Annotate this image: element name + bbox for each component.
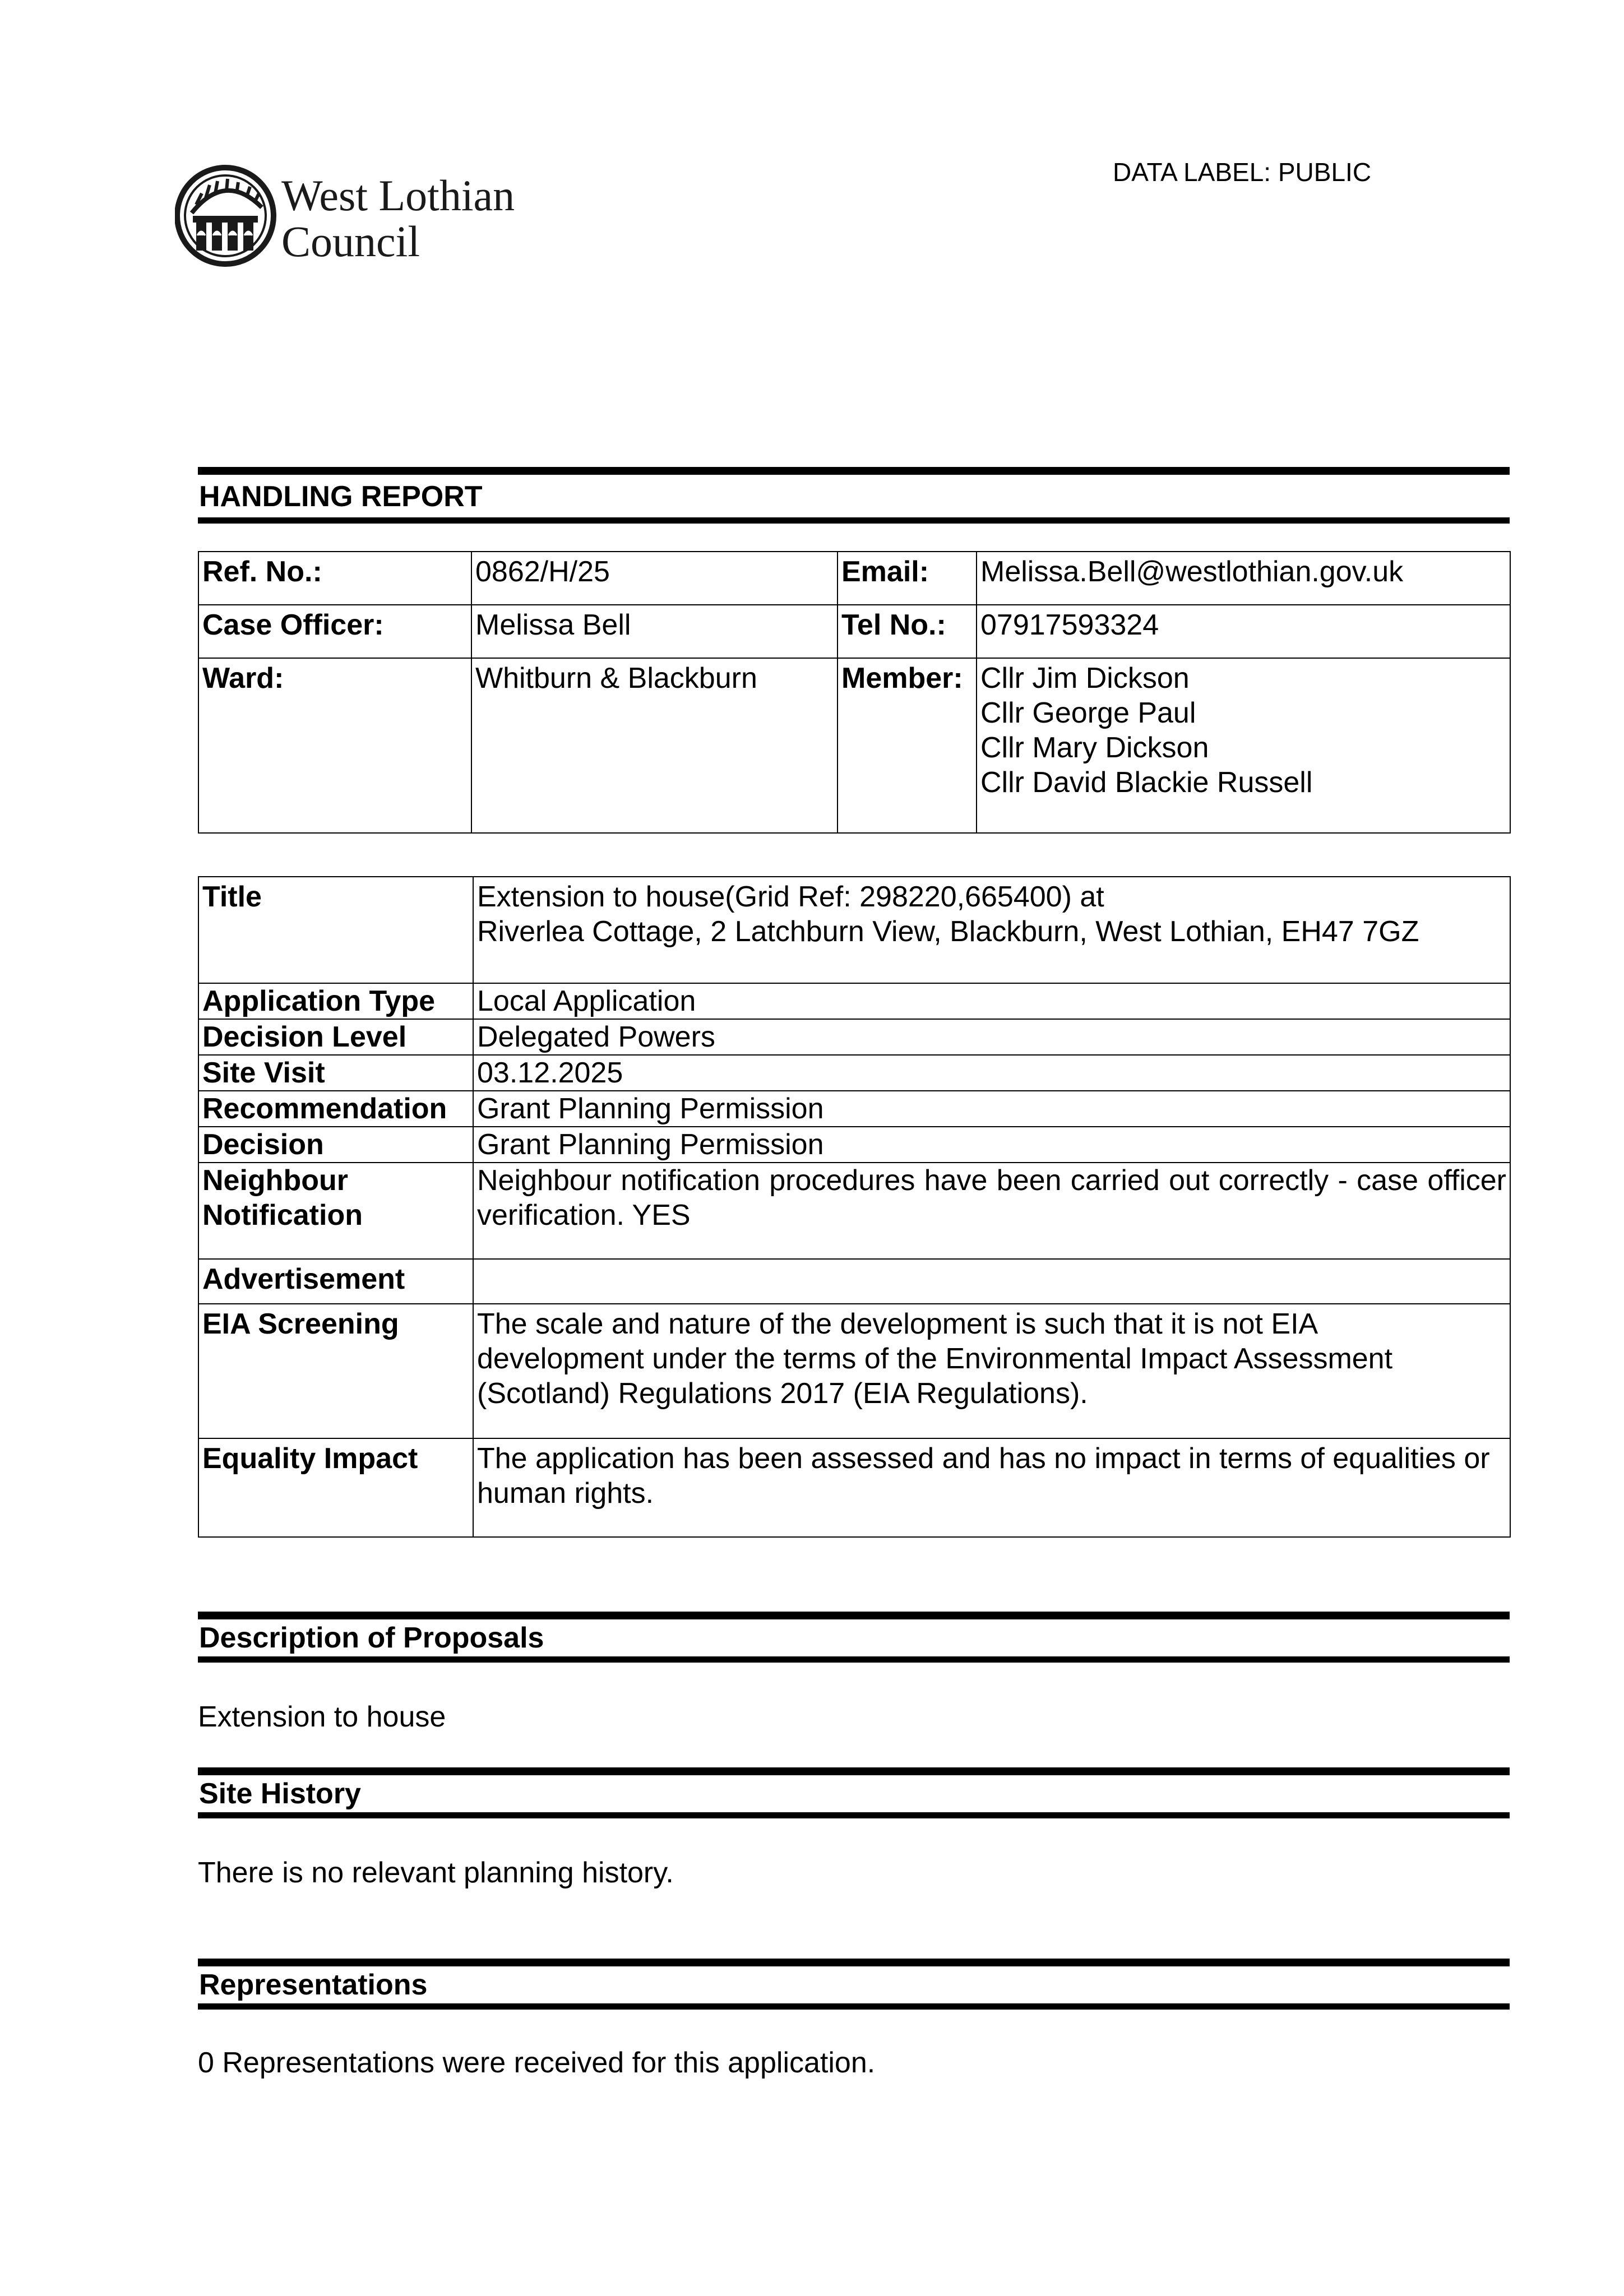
table-row — [198, 1304, 1510, 1438]
title-value — [473, 877, 1510, 983]
table-row — [198, 1259, 1510, 1304]
ward-label: Ward: — [198, 658, 471, 833]
member-item: Cllr David Blackie Russell — [980, 766, 1313, 799]
site-visit-value: 03.12.2025 — [473, 1055, 1510, 1091]
table-row — [198, 658, 1510, 833]
table-row — [198, 552, 1510, 605]
history-title: Site History — [199, 1777, 361, 1810]
recommendation-value: Grant Planning Permission — [473, 1091, 1510, 1127]
tel-value: 07917593324 — [977, 605, 1510, 658]
table-row — [198, 1438, 1510, 1537]
title-label: Title — [198, 877, 473, 983]
tel-label: Tel No.: — [838, 605, 977, 658]
neighbour-value: Neighbour notification procedures have been carried out correctly - case officer verification. YES — [473, 1163, 1510, 1259]
report-title: HANDLING REPORT — [199, 480, 483, 513]
member-item: Cllr Jim Dickson — [980, 662, 1190, 695]
decision-level-value: Delegated Powers — [473, 1019, 1510, 1055]
neighbour-label — [198, 1163, 473, 1259]
title-line: Riverlea Cottage, 2 Latchburn View, Blackburn, West Lothian, EH47 7GZ — [477, 915, 1419, 948]
decision-level-label: Decision Level — [198, 1019, 473, 1055]
eia-label: EIA Screening — [198, 1304, 473, 1438]
svg-text:West Lothian: West Lothian — [281, 171, 515, 220]
advertisement-label: Advertisement — [198, 1259, 473, 1304]
description-title: Description of Proposals — [199, 1622, 544, 1654]
decision-value: Grant Planning Permission — [473, 1127, 1510, 1163]
email-label: Email: — [838, 552, 977, 605]
table-row — [198, 1019, 1510, 1055]
svg-text:Council: Council — [281, 217, 420, 266]
ward-value: Whitburn & Blackburn — [471, 658, 838, 833]
contact-table — [198, 551, 1511, 834]
ref-value: 0862/H/25 — [471, 552, 838, 605]
table-row — [198, 1055, 1510, 1091]
title-line: Extension to house(Grid Ref: 298220,665400) at — [477, 881, 1104, 913]
table-row — [198, 1127, 1510, 1163]
table-row — [198, 1091, 1510, 1127]
representations-title: Representations — [199, 1969, 428, 2001]
description-heading — [198, 1612, 1510, 1663]
neighbour-label-line: Notification — [202, 1199, 363, 1232]
equality-value: The application has been assessed and has no impact in terms of equalities or human rights. — [473, 1438, 1510, 1537]
app-type-label: Application Type — [198, 983, 473, 1019]
neighbour-label-line: Neighbour — [202, 1164, 348, 1197]
officer-label: Case Officer: — [198, 605, 471, 658]
member-item: Cllr Mary Dickson — [980, 732, 1209, 764]
council-crest-icon — [175, 160, 556, 272]
eia-value: The scale and nature of the development is such that it is not EIA development under the terms of the Environmental Impact Assessment (Scotland) Regulations 2017 (EIA Regulations). — [473, 1304, 1510, 1438]
advertisement-value — [473, 1259, 1510, 1304]
history-text: There is no relevant planning history. — [198, 1857, 674, 1889]
member-item: Cllr George Paul — [980, 697, 1196, 729]
history-heading — [198, 1767, 1510, 1818]
data-label: DATA LABEL: PUBLIC — [1113, 158, 1372, 187]
table-row — [198, 605, 1510, 658]
report-title-block — [198, 467, 1510, 524]
details-table — [198, 876, 1511, 1538]
email-value: Melissa.Bell@westlothian.gov.uk — [977, 552, 1510, 605]
table-row — [198, 877, 1510, 983]
table-row — [198, 1163, 1510, 1259]
representations-text: 0 Representations were received for this application. — [198, 2047, 876, 2079]
equality-label: Equality Impact — [198, 1438, 473, 1537]
member-list — [977, 658, 1510, 833]
app-type-value: Local Application — [473, 983, 1510, 1019]
representations-heading — [198, 1959, 1510, 2010]
recommendation-label: Recommendation — [198, 1091, 473, 1127]
site-visit-label: Site Visit — [198, 1055, 473, 1091]
officer-value: Melissa Bell — [471, 605, 838, 658]
description-text: Extension to house — [198, 1701, 446, 1733]
council-logo — [175, 160, 556, 272]
table-row — [198, 983, 1510, 1019]
ref-label: Ref. No.: — [198, 552, 471, 605]
decision-label: Decision — [198, 1127, 473, 1163]
member-label: Member: — [838, 658, 977, 833]
